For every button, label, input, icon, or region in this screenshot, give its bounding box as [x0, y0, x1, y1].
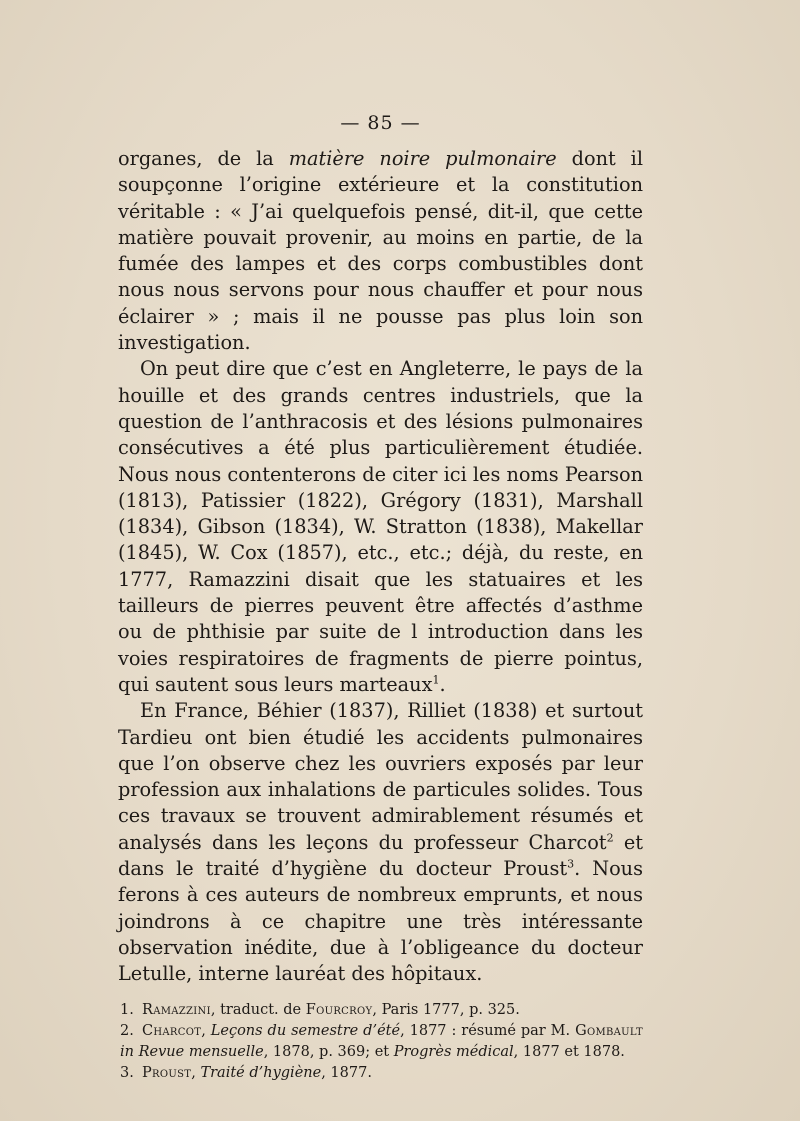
footnote-in: in	[120, 1043, 134, 1060]
paragraph-1-emphasis: matière noire pulmonaire	[288, 147, 557, 170]
footnote-text: ,	[191, 1064, 201, 1081]
footnote-text: , 1877 : résumé par M.	[400, 1022, 576, 1039]
paragraph-3-part-2: et dans le traité d’hygiène du docteur Proust	[118, 830, 643, 881]
footnote-2	[118, 1021, 643, 1063]
footnote-text: , Paris 1777, p. 325.	[372, 1001, 520, 1018]
footnote-text: , traduct. de	[210, 1001, 306, 1018]
paragraph-1	[118, 146, 643, 356]
footnote-number: 2.	[120, 1022, 134, 1039]
footnote-text: , 1877 et 1878.	[513, 1043, 625, 1060]
footnotes	[118, 1000, 643, 1084]
paragraph-2-text: On peut dire que c’est en Angleterre, le pays de la houille et des grands centres industriels, que la question de l’anthracosis et des lésions pulmonaires consécutives a été plus particulièrement étudiée. Nous nous contenterons de citer ici les noms Pearson (1813), Patissier (1822), Grégory (1831), Marshall (1834), Gibson (1834), W. Stratton (1838), Makellar (1845), W. Cox (1857), etc., etc.; déjà, du reste, en 1777, Ramazzini disait que les statuaires et les tailleurs de pierres peuvent être affectés d’asthme ou de phthisie par suite de l introduction dans les voies respiratoires de fragments de pierre pointus, qui sautent sous leurs marteaux	[118, 357, 643, 696]
footnote-text: ,	[201, 1022, 211, 1039]
footnote-title: Traité d’hygiène	[200, 1064, 322, 1081]
footnote-text: , 1878, p. 369; et	[263, 1043, 394, 1060]
paragraph-3	[118, 698, 643, 987]
footnote-1	[118, 1000, 643, 1021]
footnote-ref-1: 1	[432, 673, 440, 687]
footnote-author: Charcot	[142, 1022, 202, 1039]
paragraph-1-pre: organes, de la	[118, 147, 289, 170]
footnote-journal: Revue mensuelle	[138, 1043, 264, 1060]
footnote-author: Fourcroy	[305, 1001, 373, 1018]
footnote-ref-3: 3	[567, 857, 575, 871]
paragraph-3-part-1: En France, Béhier (1837), Rilliet (1838) et surtout Tardieu ont bien étudié les accidents pulmonaires que l’on observe chez les ouvriers exposés par leur profession aux inhalations de particules solides. Tous ces travaux se trouvent admirablement résumés et analysés dans les leçons du professeur Charcot	[118, 699, 643, 854]
paragraph-2-post: .	[439, 672, 446, 696]
footnote-journal: Progrès médical	[393, 1043, 514, 1060]
footnote-author: Ramazzini	[142, 1001, 211, 1018]
paragraph-1-post: dont il soupçonne l’origine extérieure et la constitution véritable : « J’ai quelquefois pensé, dit-il, que cette matière pouvait provenir, au moins en partie, de la fumée des lampes et des corps combustibles dont nous nous servons pour nous chauffer et pour nous éclairer » ; mais il ne pousse pas plus loin son investigation.	[118, 147, 643, 355]
page	[118, 112, 643, 1084]
page-number: — 85 —	[340, 112, 421, 134]
paragraph-2	[118, 356, 643, 698]
paragraph-3-part-3: . Nous ferons à ces auteurs de nombreux emprunts, et nous joindrons à ce chapitre une très intéressante observation inédite, due à l’obligeance du docteur Letulle, interne lauréat des hôpitaux.	[118, 857, 643, 986]
footnote-3	[118, 1063, 643, 1084]
footnote-author: Gombault	[575, 1022, 643, 1039]
footnote-ref-2: 2	[606, 831, 614, 845]
body-text	[118, 146, 643, 988]
footnote-number: 1.	[120, 1001, 134, 1018]
footnote-number: 3.	[120, 1064, 134, 1081]
footnote-author: Proust	[142, 1064, 192, 1081]
footnote-text: , 1877.	[321, 1064, 372, 1081]
footnote-title: Leçons du semestre d’été	[210, 1022, 401, 1039]
